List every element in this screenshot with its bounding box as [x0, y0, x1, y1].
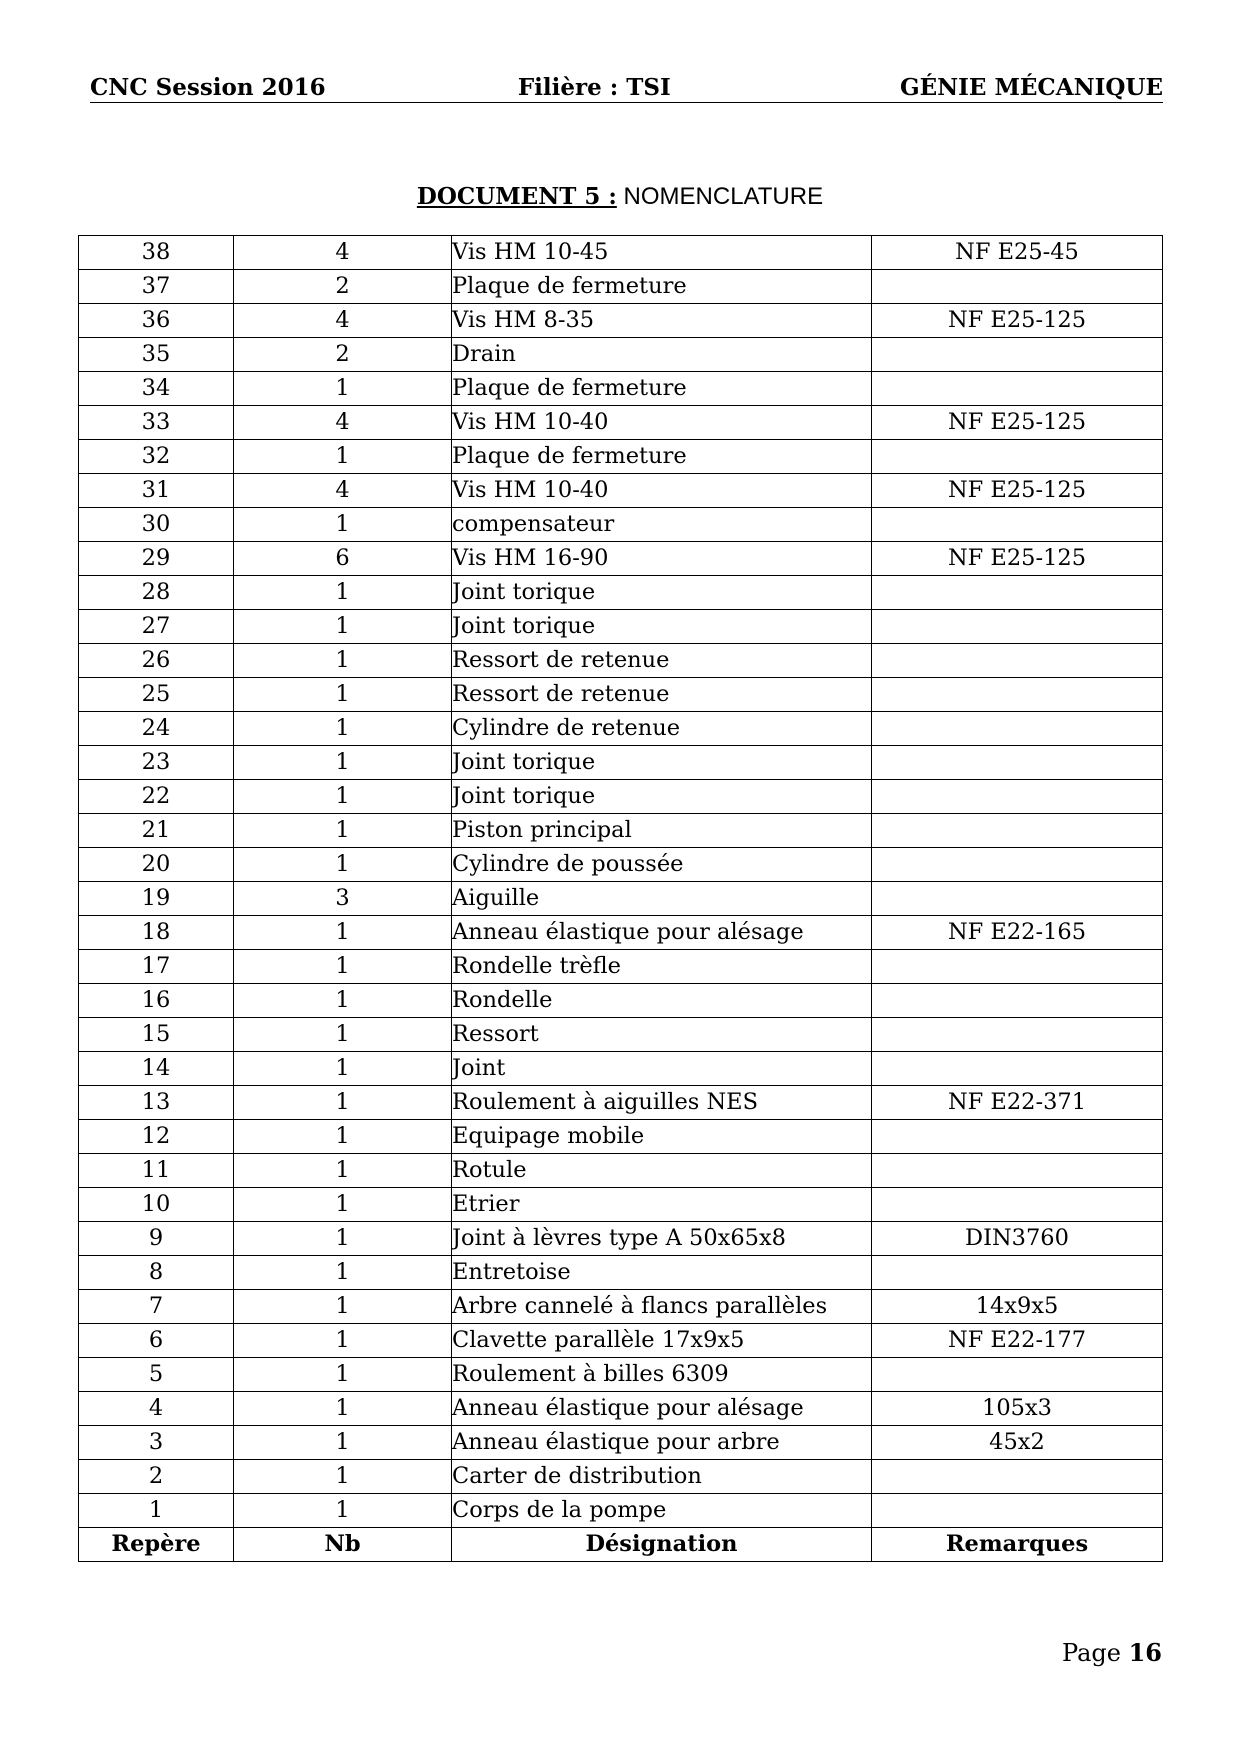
cell-designation: Joint à lèvres type A 50x65x8: [452, 1222, 872, 1256]
cell-remarques: NF E22-177: [872, 1324, 1163, 1358]
cell-remarques: [872, 1460, 1163, 1494]
cell-remarques: [872, 712, 1163, 746]
page-number: [1062, 1638, 1162, 1667]
table-row: [79, 1188, 1163, 1222]
nomenclature-body: [79, 236, 1163, 1528]
table-row: [79, 1426, 1163, 1460]
cell-repere: 19: [79, 882, 234, 916]
cell-remarques: NF E25-125: [872, 406, 1163, 440]
cell-remarques: [872, 1154, 1163, 1188]
cell-remarques: [872, 882, 1163, 916]
cell-remarques: [872, 780, 1163, 814]
cell-remarques: [872, 338, 1163, 372]
cell-repere: 27: [79, 610, 234, 644]
cell-nb: 1: [234, 1460, 452, 1494]
cell-nb: 1: [234, 950, 452, 984]
cell-designation: Joint torique: [452, 576, 872, 610]
table-row: [79, 338, 1163, 372]
cell-remarques: [872, 950, 1163, 984]
cell-nb: 1: [234, 508, 452, 542]
cell-designation: Drain: [452, 338, 872, 372]
table-row: [79, 1018, 1163, 1052]
cell-designation: Joint torique: [452, 746, 872, 780]
cell-nb: 1: [234, 644, 452, 678]
table-row: [79, 236, 1163, 270]
table-row: [79, 916, 1163, 950]
table-row: [79, 406, 1163, 440]
table-row: [79, 1494, 1163, 1528]
cell-nb: 4: [234, 474, 452, 508]
table-row: [79, 678, 1163, 712]
cell-remarques: [872, 372, 1163, 406]
table-row: [79, 270, 1163, 304]
page-number-value: 16: [1128, 1638, 1162, 1667]
page-header: [90, 72, 1163, 103]
cell-repere: 30: [79, 508, 234, 542]
table-row: [79, 1324, 1163, 1358]
table-row: [79, 814, 1163, 848]
cell-nb: 1: [234, 1052, 452, 1086]
cell-nb: 1: [234, 1086, 452, 1120]
table-row: [79, 644, 1163, 678]
cell-repere: 17: [79, 950, 234, 984]
table-row: [79, 1052, 1163, 1086]
cell-remarques: [872, 984, 1163, 1018]
cell-remarques: [872, 1256, 1163, 1290]
header-filiere: Filière : TSI: [517, 74, 671, 101]
cell-repere: 6: [79, 1324, 234, 1358]
cell-remarques: [872, 1018, 1163, 1052]
cell-designation: Rotule: [452, 1154, 872, 1188]
table-row: [79, 1222, 1163, 1256]
column-header-designation: Désignation: [452, 1528, 872, 1562]
cell-repere: 32: [79, 440, 234, 474]
cell-repere: 3: [79, 1426, 234, 1460]
cell-nb: 1: [234, 1154, 452, 1188]
cell-remarques: [872, 1494, 1163, 1528]
table-row: [79, 1086, 1163, 1120]
cell-repere: 13: [79, 1086, 234, 1120]
table-row: [79, 1290, 1163, 1324]
cell-remarques: [872, 814, 1163, 848]
cell-nb: 1: [234, 1494, 452, 1528]
cell-repere: 23: [79, 746, 234, 780]
document-title-prefix: DOCUMENT 5 :: [416, 183, 617, 210]
cell-remarques: [872, 1120, 1163, 1154]
cell-remarques: [872, 848, 1163, 882]
cell-designation: Cylindre de poussée: [452, 848, 872, 882]
cell-repere: 22: [79, 780, 234, 814]
cell-repere: 9: [79, 1222, 234, 1256]
cell-remarques: [872, 1188, 1163, 1222]
cell-repere: 12: [79, 1120, 234, 1154]
cell-nb: 1: [234, 1290, 452, 1324]
cell-designation: Equipage mobile: [452, 1120, 872, 1154]
cell-designation: Anneau élastique pour arbre: [452, 1426, 872, 1460]
table-row: [79, 372, 1163, 406]
cell-remarques: [872, 746, 1163, 780]
header-session: CNC Session 2016: [90, 74, 326, 101]
cell-designation: Aiguille: [452, 882, 872, 916]
cell-remarques: [872, 270, 1163, 304]
cell-remarques: [872, 576, 1163, 610]
cell-designation: Roulement à aiguilles NES: [452, 1086, 872, 1120]
cell-nb: 1: [234, 712, 452, 746]
cell-nb: 1: [234, 814, 452, 848]
cell-designation: Cylindre de retenue: [452, 712, 872, 746]
table-row: [79, 542, 1163, 576]
table-row: [79, 780, 1163, 814]
cell-designation: Vis HM 10-40: [452, 474, 872, 508]
cell-repere: 7: [79, 1290, 234, 1324]
cell-nb: 1: [234, 576, 452, 610]
cell-designation: Roulement à billes 6309: [452, 1358, 872, 1392]
cell-designation: Ressort de retenue: [452, 644, 872, 678]
cell-repere: 8: [79, 1256, 234, 1290]
cell-remarques: [872, 678, 1163, 712]
cell-remarques: [872, 508, 1163, 542]
cell-nb: 1: [234, 1120, 452, 1154]
cell-repere: 18: [79, 916, 234, 950]
cell-designation: Joint torique: [452, 780, 872, 814]
cell-designation: Corps de la pompe: [452, 1494, 872, 1528]
table-row: [79, 474, 1163, 508]
cell-repere: 28: [79, 576, 234, 610]
cell-repere: 24: [79, 712, 234, 746]
cell-designation: Clavette parallèle 17x9x5: [452, 1324, 872, 1358]
cell-nb: 1: [234, 1222, 452, 1256]
cell-designation: Plaque de fermeture: [452, 372, 872, 406]
cell-repere: 21: [79, 814, 234, 848]
cell-repere: 4: [79, 1392, 234, 1426]
cell-repere: 20: [79, 848, 234, 882]
cell-remarques: [872, 1358, 1163, 1392]
cell-nb: 1: [234, 1392, 452, 1426]
table-row: [79, 1392, 1163, 1426]
table-row: [79, 1154, 1163, 1188]
cell-nb: 3: [234, 882, 452, 916]
cell-designation: Ressort de retenue: [452, 678, 872, 712]
cell-repere: 26: [79, 644, 234, 678]
cell-remarques: NF E22-371: [872, 1086, 1163, 1120]
cell-remarques: 14x9x5: [872, 1290, 1163, 1324]
cell-designation: compensateur: [452, 508, 872, 542]
cell-repere: 34: [79, 372, 234, 406]
cell-remarques: DIN3760: [872, 1222, 1163, 1256]
table-row: [79, 848, 1163, 882]
cell-repere: 35: [79, 338, 234, 372]
table-row: [79, 984, 1163, 1018]
document-title: [0, 183, 1240, 211]
document-title-suffix: NOMENCLATURE: [623, 183, 824, 210]
cell-remarques: NF E25-125: [872, 542, 1163, 576]
cell-nb: 1: [234, 780, 452, 814]
cell-designation: Plaque de fermeture: [452, 270, 872, 304]
cell-nb: 1: [234, 848, 452, 882]
cell-designation: Piston principal: [452, 814, 872, 848]
cell-nb: 1: [234, 1256, 452, 1290]
cell-remarques: NF E25-125: [872, 304, 1163, 338]
cell-designation: Arbre cannelé à flancs parallèles: [452, 1290, 872, 1324]
table-row: [79, 882, 1163, 916]
table-row: [79, 746, 1163, 780]
cell-designation: Vis HM 10-45: [452, 236, 872, 270]
cell-designation: Joint torique: [452, 610, 872, 644]
cell-nb: 1: [234, 984, 452, 1018]
table-row: [79, 1120, 1163, 1154]
cell-repere: 5: [79, 1358, 234, 1392]
cell-repere: 36: [79, 304, 234, 338]
cell-nb: 4: [234, 304, 452, 338]
table-row: [79, 304, 1163, 338]
cell-repere: 37: [79, 270, 234, 304]
cell-remarques: [872, 1052, 1163, 1086]
cell-nb: 1: [234, 440, 452, 474]
cell-designation: Vis HM 8-35: [452, 304, 872, 338]
table-row: [79, 508, 1163, 542]
cell-designation: Carter de distribution: [452, 1460, 872, 1494]
cell-designation: Plaque de fermeture: [452, 440, 872, 474]
cell-repere: 25: [79, 678, 234, 712]
cell-repere: 31: [79, 474, 234, 508]
column-header-remarques: Remarques: [872, 1528, 1163, 1562]
cell-nb: 4: [234, 236, 452, 270]
cell-nb: 1: [234, 1324, 452, 1358]
cell-remarques: [872, 644, 1163, 678]
cell-nb: 1: [234, 1358, 452, 1392]
cell-designation: Rondelle trèfle: [452, 950, 872, 984]
cell-designation: Etrier: [452, 1188, 872, 1222]
table-header-row: [79, 1528, 1163, 1562]
column-header-repere: Repère: [79, 1528, 234, 1562]
cell-designation: Rondelle: [452, 984, 872, 1018]
cell-repere: 10: [79, 1188, 234, 1222]
table-row: [79, 950, 1163, 984]
page-label: Page: [1062, 1639, 1121, 1667]
cell-nb: 1: [234, 1018, 452, 1052]
cell-remarques: [872, 440, 1163, 474]
nomenclature-table: [78, 235, 1163, 1562]
cell-repere: 15: [79, 1018, 234, 1052]
cell-repere: 2: [79, 1460, 234, 1494]
table-row: [79, 712, 1163, 746]
cell-nb: 2: [234, 270, 452, 304]
cell-repere: 29: [79, 542, 234, 576]
cell-designation: Ressort: [452, 1018, 872, 1052]
cell-nb: 1: [234, 1188, 452, 1222]
cell-nb: 4: [234, 406, 452, 440]
table-row: [79, 440, 1163, 474]
cell-repere: 38: [79, 236, 234, 270]
table-row: [79, 1460, 1163, 1494]
cell-nb: 1: [234, 746, 452, 780]
cell-nb: 2: [234, 338, 452, 372]
table-row: [79, 1256, 1163, 1290]
cell-nb: 1: [234, 678, 452, 712]
table-row: [79, 610, 1163, 644]
table-row: [79, 576, 1163, 610]
cell-nb: 1: [234, 610, 452, 644]
cell-nb: 1: [234, 916, 452, 950]
cell-designation: Vis HM 10-40: [452, 406, 872, 440]
cell-remarques: NF E25-45: [872, 236, 1163, 270]
cell-nb: 6: [234, 542, 452, 576]
cell-repere: 16: [79, 984, 234, 1018]
cell-nb: 1: [234, 1426, 452, 1460]
cell-designation: Anneau élastique pour alésage: [452, 1392, 872, 1426]
cell-designation: Anneau élastique pour alésage: [452, 916, 872, 950]
column-header-nb: Nb: [234, 1528, 452, 1562]
cell-repere: 33: [79, 406, 234, 440]
table-row: [79, 1358, 1163, 1392]
cell-designation: Vis HM 16-90: [452, 542, 872, 576]
cell-remarques: 45x2: [872, 1426, 1163, 1460]
cell-designation: Entretoise: [452, 1256, 872, 1290]
header-subject: GÉNIE MÉCANIQUE: [899, 74, 1163, 101]
cell-remarques: 105x3: [872, 1392, 1163, 1426]
cell-designation: Joint: [452, 1052, 872, 1086]
cell-repere: 1: [79, 1494, 234, 1528]
cell-nb: 1: [234, 372, 452, 406]
cell-remarques: [872, 610, 1163, 644]
cell-repere: 14: [79, 1052, 234, 1086]
cell-remarques: NF E22-165: [872, 916, 1163, 950]
cell-repere: 11: [79, 1154, 234, 1188]
cell-remarques: NF E25-125: [872, 474, 1163, 508]
